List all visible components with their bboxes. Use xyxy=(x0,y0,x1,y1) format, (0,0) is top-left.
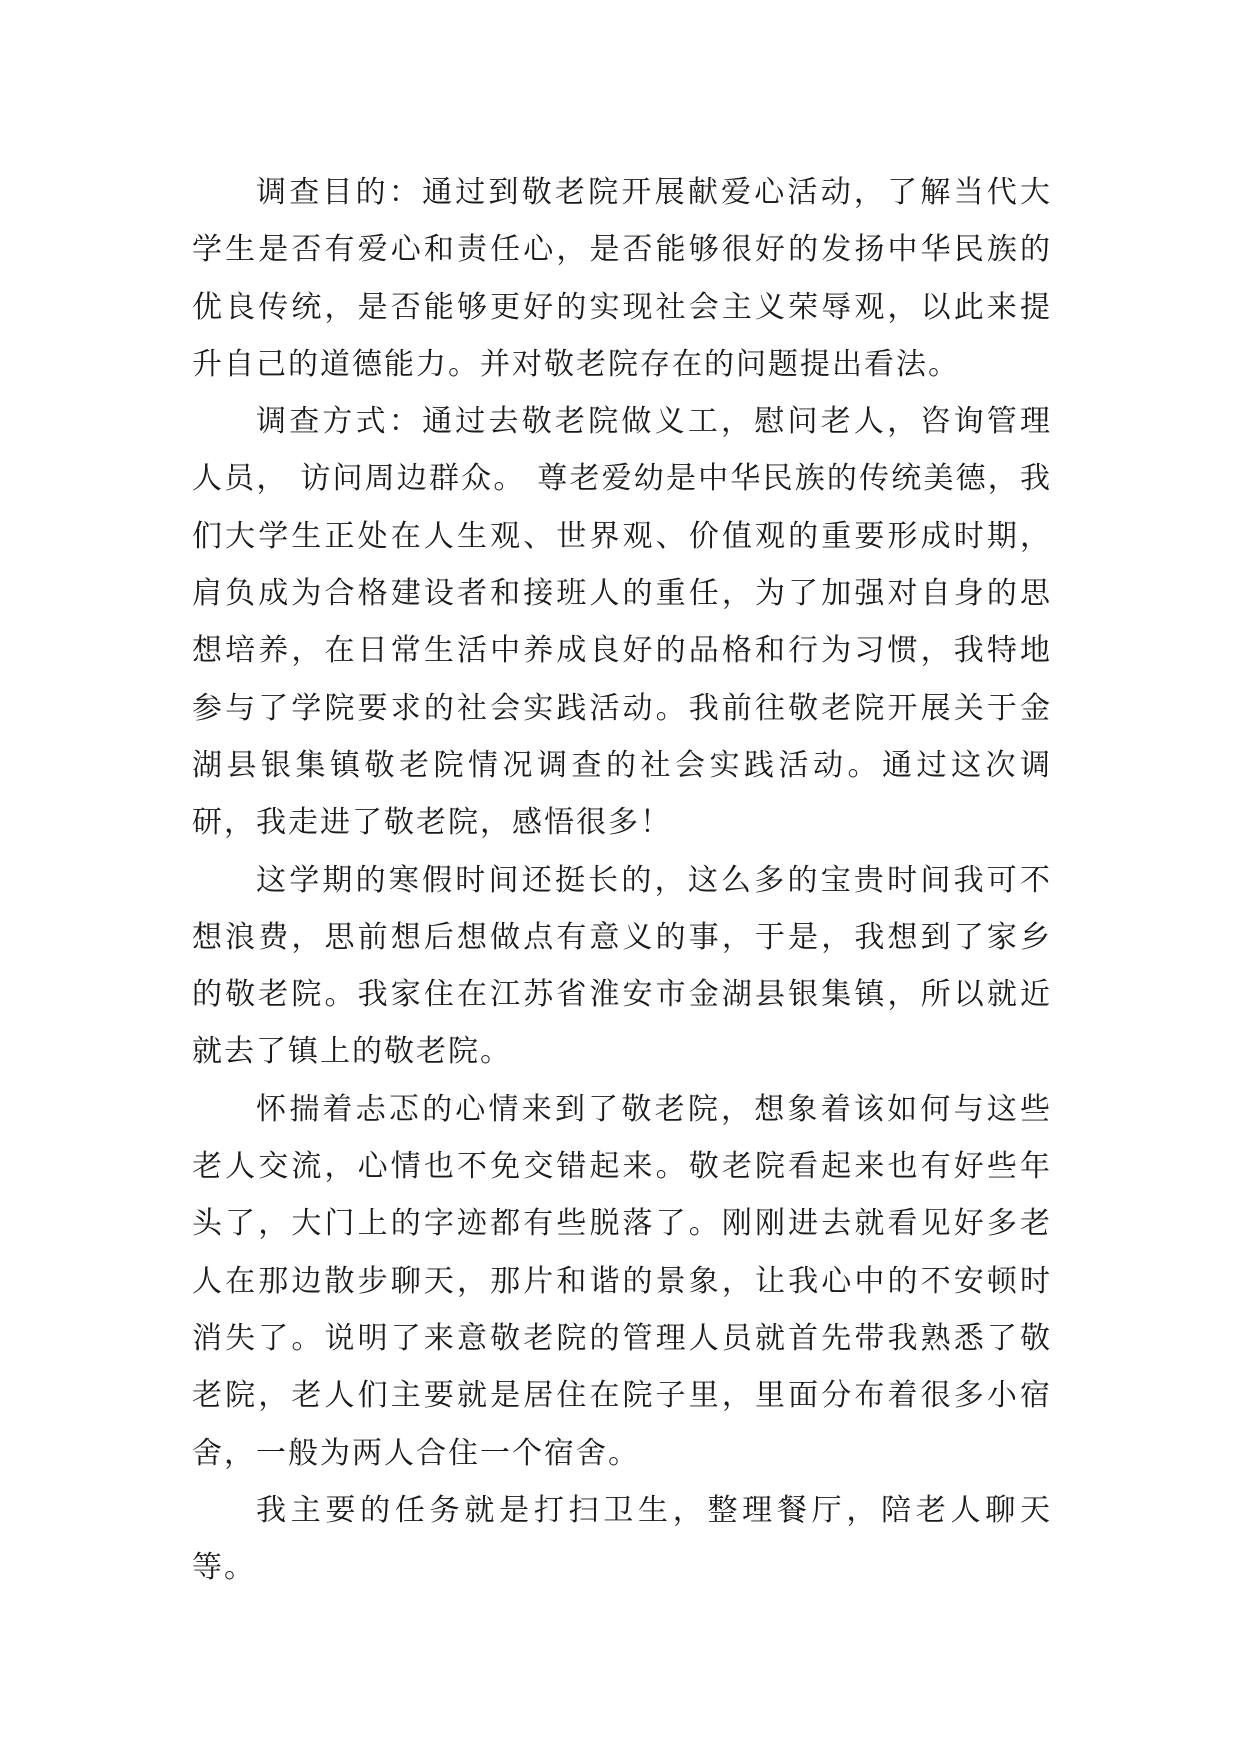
paragraph-tasks: 我主要的任务就是打扫卫生，整理餐厅，陪老人聊天等。 xyxy=(192,1492,1052,1586)
document-body xyxy=(192,164,1052,1596)
paragraph-purpose: 调查目的：通过到敬老院开展献爱心活动，了解当代大学生是否有爱心和责任心，是否能够很好的发扬中华民族的优良传统，是否能够更好的实现社会主义荣辱观，以此来提升自己的道德能力。并对敬老院存在的问题提出看法。 xyxy=(192,175,1052,382)
paragraph-winter-break: 这学期的寒假时间还挺长的，这么多的宝贵时间我可不想浪费，思前想后想做点有意义的事，于是，我想到了家乡的敬老院。我家住在江苏省淮安市金湖县银集镇，所以就近就去了镇上的敬老院。 xyxy=(192,862,1052,1070)
paragraph-arrival: 怀揣着忐忑的心情来到了敬老院，想象着该如何与这些老人交流，心情也不免交错起来。敬老院看起来也有好些年头了，大门上的字迹都有些脱落了。刚刚进去就看见好多老人在那边散步聊天，那片和谐的景象，让我心中的不安顿时消失了。说明了来意敬老院的管理人员就首先带我熟悉了敬老院，老人们主要就是居住在院子里，里面分布着很多小宿舍，一般为两人合住一个宿舍。 xyxy=(192,1091,1052,1471)
paragraph-method: 调查方式：通过去敬老院做义工，慰问老人，咨询管理人员， 访问周边群众。 尊老爱幼是中华民族的传统美德，我们大学生正处在人生观、世界观、价值观的重要形成时期，肩负成为合格建设者和接班人的重任，为了加强对自身的思想培养，在日常生活中养成良好的品格和行为习惯，我特地参与了学院要求的社会实践活动。我前往敬老院开展关于金湖县银集镇敬老院情况调查的社会实践活动。通过这次调研，我走进了敬老院，感悟很多！ xyxy=(192,404,1052,841)
